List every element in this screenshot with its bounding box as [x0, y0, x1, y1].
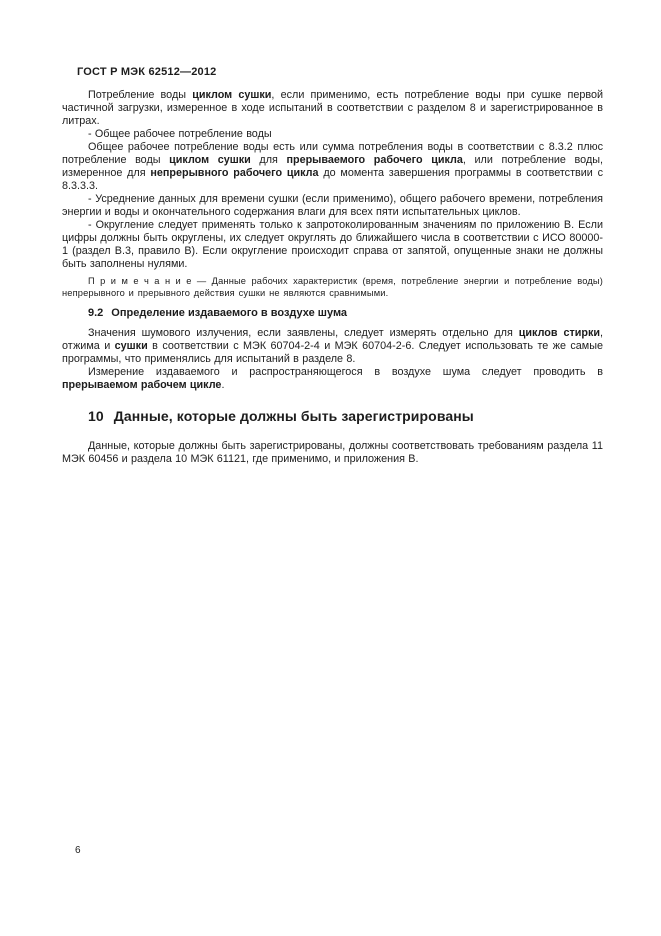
text-run: в соответствии с МЭК 60704-2-4 и МЭК 60704-2-6. Следует использовать те же самые программы, что применялись для испытаний в разделе 8.	[62, 339, 603, 365]
section-title: Данные, которые должны быть зарегистрированы	[113, 407, 474, 424]
bold-term: циклов стирки	[518, 326, 601, 339]
paragraph	[62, 193, 603, 219]
text-run: Измерение издаваемого и распространяющегося в воздухе шума следует проводить в	[88, 365, 603, 378]
text-run: - Усреднение данных для времени сушки (если применимо), общего рабочего времени, потребления энергии и воды и окончательного содержания влаги для всех пяти испытательных циклов.	[62, 193, 603, 218]
text-run: Значения шумового излучения, если заявлены, следует измерять отдельно для	[88, 326, 519, 339]
text-run: для	[250, 154, 287, 166]
section-number: 9.2	[88, 306, 104, 319]
page-number: 6	[75, 845, 81, 856]
running-header: ГОСТ Р МЭК 62512—2012	[77, 66, 217, 78]
bold-term: прерываемого рабочего цикла	[286, 154, 463, 166]
paragraph	[62, 219, 603, 271]
text-run: - Общее рабочее потребление воды	[88, 128, 272, 140]
text-run: , или потребление воды, измеренное для	[62, 154, 603, 179]
paragraph	[62, 440, 603, 466]
paragraph	[62, 366, 603, 392]
bold-term: сушки	[114, 339, 148, 352]
bold-term: циклом сушки	[192, 89, 272, 101]
paragraph	[62, 89, 603, 128]
text-run: , отжима и	[62, 326, 604, 352]
section-heading-10	[62, 408, 603, 425]
bold-term: циклом сушки	[169, 154, 251, 166]
text-run: Данные, которые должны быть зарегистрированы, должны соответствовать требованиям раздела 11 МЭК 60456 и раздела 10 МЭК 61121, где применимо, и приложения В.	[62, 439, 603, 465]
text-run: - Округление следует применять только к запротоколированным значениям по приложению В. Если цифры должны быть округлены, их следует округлять до ближайшего числа в соответствии с ИСО 80000-1 (раздел В.3, правило В). Если округление происходит справа от запятой, опущенные знаки не должны быть заполнены нулями.	[62, 219, 603, 270]
text-run: до момента завершения программы в соответствии с 8.3.3.3.	[62, 167, 603, 192]
text-run: , если применимо, есть потребление воды при сушке первой частичной загрузки, измеренное в ходе испытаний в соответствии с разделом 8 и зарегистрированное в литрах.	[62, 89, 603, 127]
section-number: 10	[88, 407, 104, 424]
bold-term: непрерывного рабочего цикла	[150, 167, 319, 179]
paragraph	[62, 327, 603, 366]
paragraph	[62, 128, 603, 141]
text-run: Потребление воды	[88, 89, 193, 101]
note-paragraph	[62, 275, 603, 300]
text-run: .	[221, 378, 225, 391]
bold-term: прерываемом рабочем цикле	[62, 378, 222, 391]
text-run: Общее рабочее потребление воды есть или сумма потребления воды в соответствии с 8.3.2 плюс потребление воды	[62, 141, 603, 166]
section-title: Определение издаваемого в воздухе шума	[111, 306, 348, 319]
text-run: П р и м е ч а н и е — Данные рабочих характеристик (время, потребление энергии и потребление воды) непрерывного и прерывного действия сушки не являются сравнимыми.	[62, 276, 603, 299]
document-content	[62, 89, 603, 466]
section-heading-9.2	[62, 307, 603, 320]
paragraph	[62, 141, 603, 193]
